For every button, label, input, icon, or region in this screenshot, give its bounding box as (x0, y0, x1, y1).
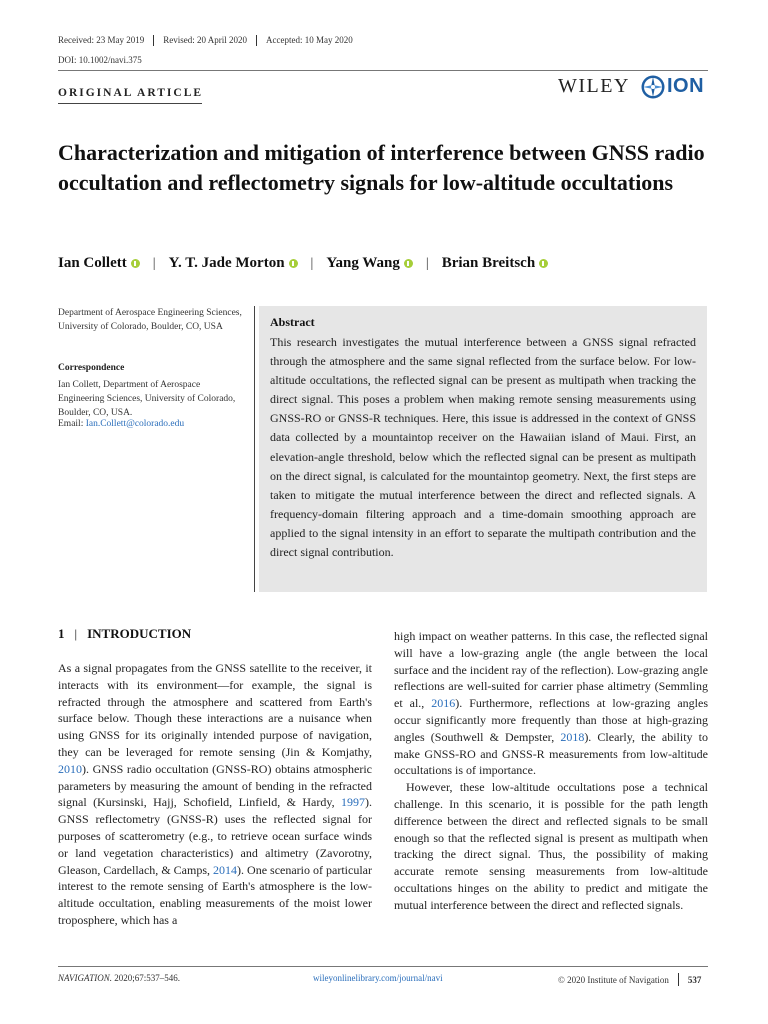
paragraph (394, 628, 708, 779)
received-date: Received: 23 May 2019 (58, 35, 145, 45)
wiley-logo: WILEY (558, 75, 630, 97)
correspondence-text: Ian Collett, Department of Aerospace Engineering Sciences, University of Colorado, Boulder, CO, USA. (58, 380, 236, 418)
text-run: As a signal propagates from the GNSS satellite to the receiver, it interacts with its environment—for example, the signal is refracted through the atmosphere and scattered from Earth's surface below. Though these interactions are a nuisance when using GNSS for its originally intended purpose of navigation, they can be leveraged for remote sensing (Jin & Komjathy, (58, 661, 372, 759)
body-column-left (58, 660, 372, 929)
page-separator (678, 973, 679, 986)
citation-link[interactable]: 2014 (213, 862, 238, 877)
section-heading (58, 626, 191, 642)
correspondence-heading: Correspondence (58, 363, 125, 373)
article-type: ORIGINAL ARTICLE (58, 87, 204, 99)
accepted-date: Accepted: 10 May 2020 (256, 35, 362, 46)
article-type-underline (58, 103, 202, 104)
header-divider (58, 70, 708, 71)
author-name[interactable]: Y. T. Jade Morton (168, 255, 285, 271)
journal-name: NAVIGATION. (58, 973, 112, 983)
author-separator: | (425, 255, 429, 271)
author[interactable] (169, 255, 298, 272)
ion-logo: ION (667, 75, 705, 97)
author[interactable] (326, 255, 413, 272)
article-title: Characterization and mitigation of interference between GNSS radio occultation and reflectometry signals for low-altitude occultations (58, 140, 705, 195)
text-run: ). GNSS radio occultation (GNSS-RO) obtains atmospheric parameters by measuring the amount of bending in the refracted signal (Kursinski, Hajj, Schofield, Linfield, & Hardy, (58, 761, 372, 810)
section-number: 1 (58, 626, 65, 641)
abstract-heading: Abstract (270, 315, 315, 329)
article-dates (58, 35, 362, 46)
author-name[interactable]: Yang Wang (326, 255, 400, 271)
orcid-icon[interactable] (404, 259, 413, 268)
text-run: ). Furthermore, reflections at low-grazing angles occur significantly more frequently than those at high-grazing angles (Southwell & Dempster, (394, 696, 708, 744)
author-separator: | (310, 255, 314, 271)
footer-divider (58, 966, 708, 967)
email-label: Email: (58, 419, 86, 429)
copyright: © 2020 Institute of Navigation (558, 974, 669, 985)
text-run: ). One scenario of particular interest to the remote sensing of Earth's atmosphere is the low-altitude occultation, enabling measurements of the moist lower troposphere, which has a (58, 862, 372, 927)
citation-link[interactable]: 1997 (341, 795, 365, 810)
footer-right (558, 973, 701, 986)
page-number: 537 (687, 974, 702, 985)
body-column-right (394, 628, 708, 914)
ion-compass-icon (640, 74, 666, 100)
author[interactable] (442, 255, 548, 272)
paragraph (58, 660, 372, 929)
footer-citation (58, 973, 180, 983)
text-run: high impact on weather patterns. In this case, the reflected signal will have a low-grazing angle (the angle between the local surface and the incident ray of the reflection). Low-grazing angle reflections are well-suited for carrier phase altimetry (Semmling et al., (394, 629, 708, 711)
orcid-icon[interactable] (289, 259, 298, 268)
paragraph: However, these low-altitude occultations pose a technical challenge. In this scenario, it is possible for the path length difference between the direct and reflected signals to be small enough so that the reflected signal is present as multipath when tracking the direct signal. Thus, the possibility of making accurate remote sensing measurements from low-altitude occultations hinges on the ability to predict and mitigate the mutual interference between the direct and reflected signals. (394, 780, 708, 912)
journal-url-link[interactable]: wileyonlinelibrary.com/journal/navi (313, 973, 443, 983)
abstract-divider (254, 306, 255, 592)
text-run: ). GNSS reflectometry (GNSS-R) uses the reflected signal for purposes of scatterometry (e.g., to retrieve ocean surface winds or land vegetation characteristics) and altimetry (Zavorotny, Gleason, Cardellach, & Camps, (58, 795, 372, 877)
abstract-text: This research investigates the mutual interference between a GNSS signal refracted through the atmosphere and the same signal reflected from the surface below. For low-altitude occultations, the reflected signal can be present as multipath when tracking the direct signal. This poses a problem when making remote sensing measurements using GNSS-RO or GNSS-R techniques. Here, this issue is addressed in the context of GNSS data collected by a mountaintop receiver on the Hawaiian island of Maui. First, an elevation-angle threshold, below which the reflected signal can be present as multipath on the direct signal, is calculated for the mountaintop geometry. Next, the first steps are taken to mitigate the mutual interference between the direct and reflected signals. A frequency-domain filtering approach and a time-domain smoothing approach are applied to the signal intensity in an effort to separate the multipath contribution and the direct signal contribution. (270, 335, 696, 560)
revised-date: Revised: 20 April 2020 (153, 35, 256, 46)
author[interactable] (58, 255, 140, 272)
orcid-icon[interactable] (131, 259, 140, 268)
doi[interactable]: DOI: 10.1002/navi.375 (58, 55, 142, 65)
author-separator: | (152, 255, 156, 271)
affiliation: Department of Aerospace Engineering Sciences, University of Colorado, Boulder, CO, USA (58, 308, 242, 332)
abstract-box (259, 306, 707, 592)
citation-details: 2020;67:537–546. (111, 973, 180, 983)
section-title: INTRODUCTION (87, 626, 192, 641)
author-name[interactable]: Brian Breitsch (441, 255, 536, 271)
text-run: ). Clearly, the ability to make GNSS-RO and GNSS-R measurements from low-altitude occultations is of importance. (394, 729, 708, 778)
citation-link[interactable]: 2010 (58, 761, 82, 776)
citation-link[interactable]: 2018 (560, 729, 585, 744)
author-name[interactable]: Ian Collett (58, 255, 127, 271)
correspondence-email (58, 419, 184, 429)
email-link[interactable]: Ian.Collett@colorado.edu (85, 419, 185, 429)
orcid-icon[interactable] (539, 259, 548, 268)
citation-link[interactable]: 2016 (431, 696, 456, 711)
author-list (58, 255, 548, 272)
section-separator: | (74, 626, 78, 641)
